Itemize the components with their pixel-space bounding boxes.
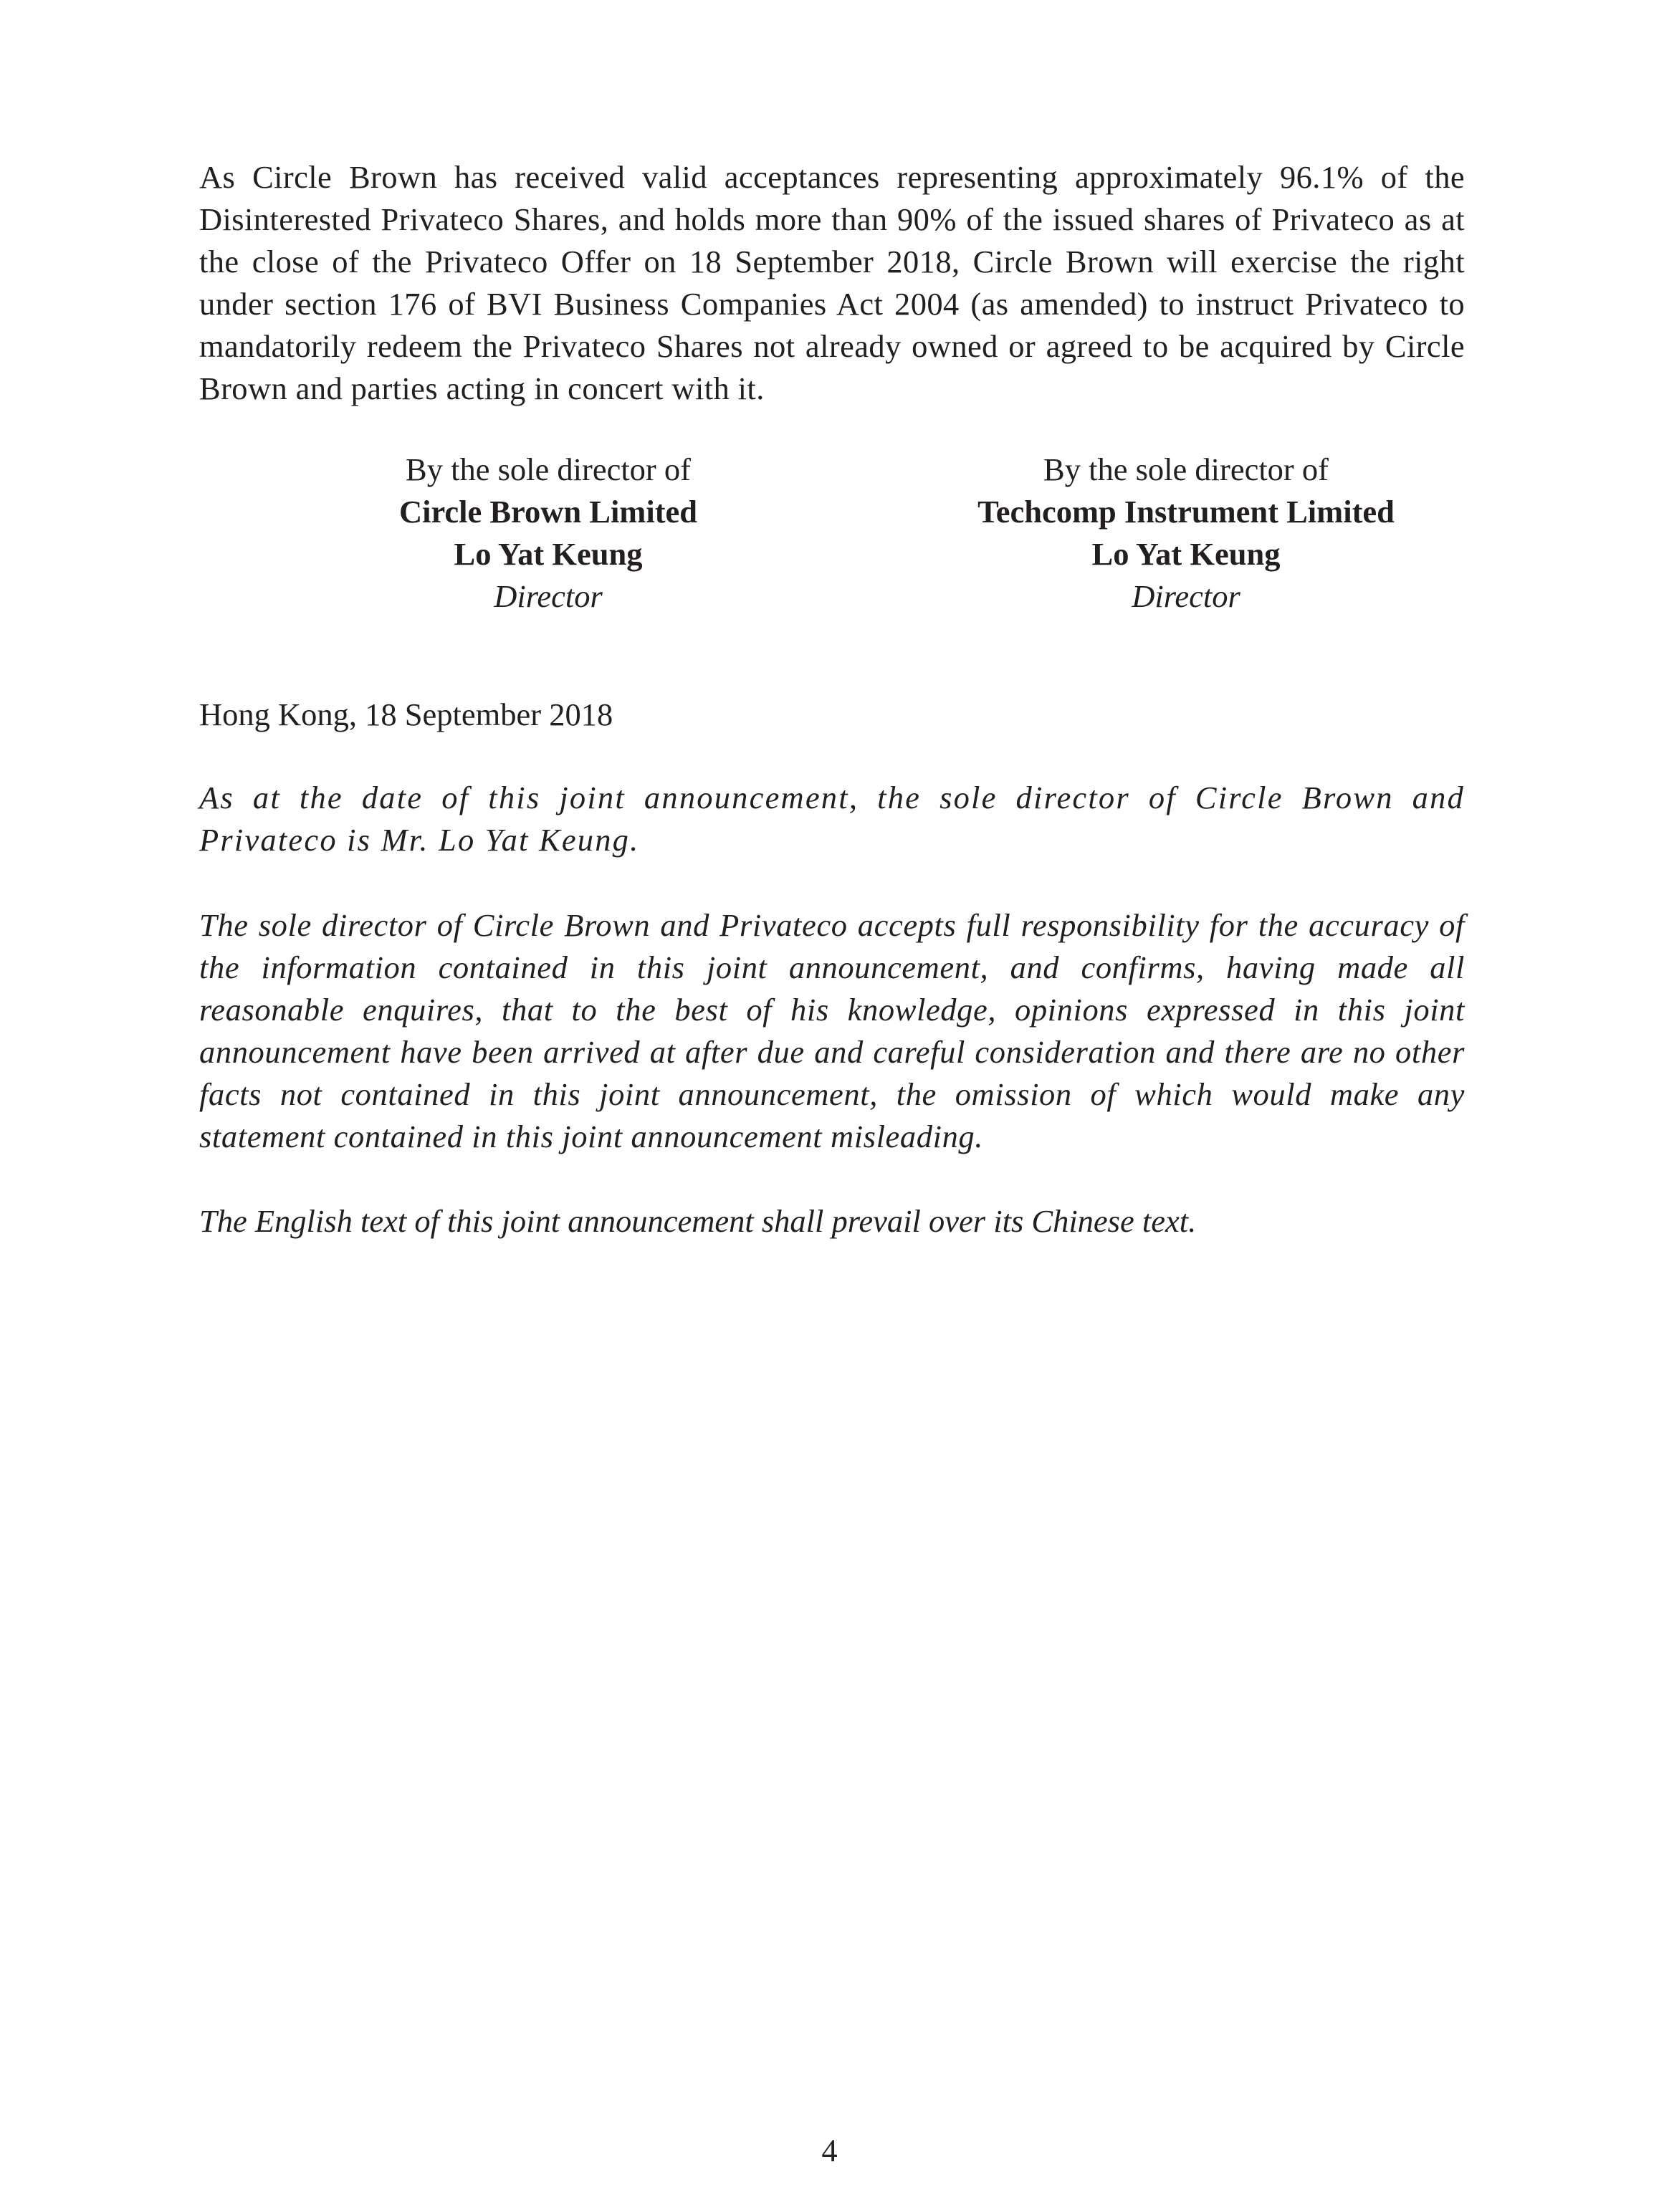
signature-title: Director	[1132, 578, 1240, 614]
signature-name: Lo Yat Keung	[1091, 536, 1281, 572]
signature-title: Director	[494, 578, 603, 614]
signature-intro: By the sole director of	[1043, 451, 1329, 487]
signature-name: Lo Yat Keung	[454, 536, 643, 572]
responsibility-paragraph: The sole director of Circle Brown and Privateco accepts full responsibility for the accuracy of the information contained in this joint announcement, and confirms, having made all reasonable enquires, that to the best of his knowledge, opinions expressed in this joint announcement have been arrived at after due and careful consideration and there are no other facts not contained in this joint announcement, the omission of which would make any statement contained in this joint announcement misleading.	[199, 907, 1465, 1154]
signature-company: Techcomp Instrument Limited	[977, 494, 1395, 530]
language-prevail-paragraph: The English text of this joint announcement shall prevail over its Chinese text.	[199, 1203, 1197, 1239]
director-statement-paragraph: As at the date of this joint announcement, the sole director of Circle Brown and Privateco is Mr. Lo Yat Keung.	[199, 780, 1465, 858]
signature-company: Circle Brown Limited	[398, 494, 698, 530]
place-and-date: Hong Kong, 18 September 2018	[199, 696, 613, 732]
signature-block-circle-brown	[276, 449, 821, 618]
signature-intro: By the sole director of	[406, 451, 691, 487]
acceptances-paragraph: As Circle Brown has received valid acceptances representing approximately 96.1% of the Disinterested Privateco Shares, and holds more than 90% of the issued shares of Privateco as at the close of the Privateco Offer on 18 September 2018, Circle Brown will exercise the right under section 176 of BVI Business Companies Act 2004 (as amended) to instruct Privateco to mandatorily redeem the Privateco Shares not already owned or agreed to be acquired by Circle Brown and parties acting in concert with it.	[199, 159, 1465, 406]
signature-block-techcomp	[914, 449, 1458, 618]
page-number: 4	[821, 2132, 838, 2168]
